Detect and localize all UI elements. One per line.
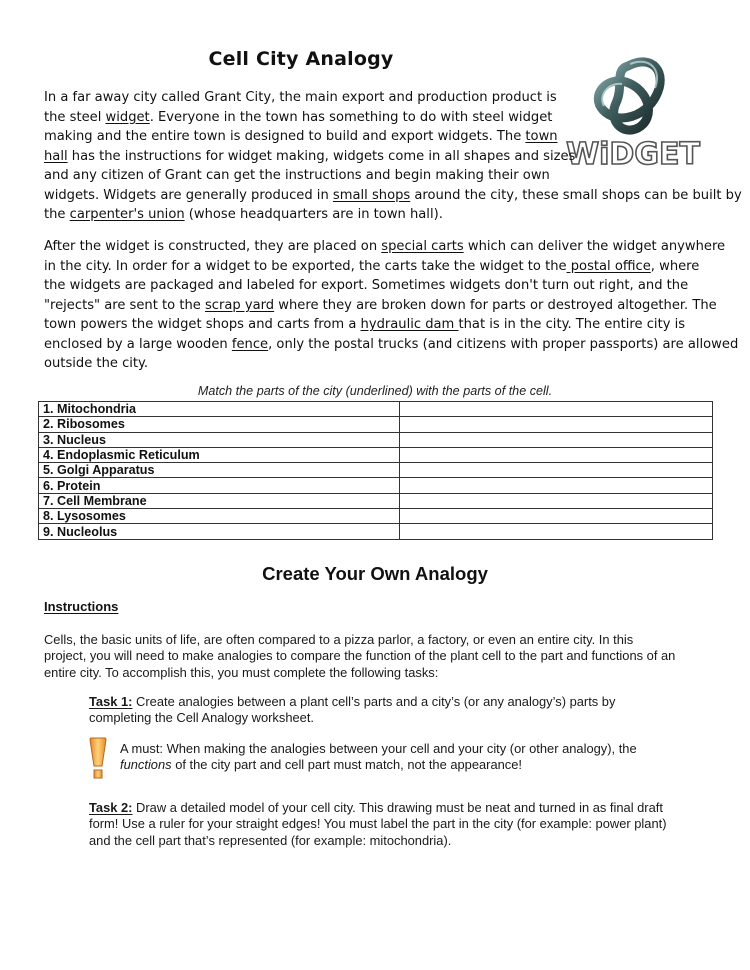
story-line <box>44 237 726 257</box>
story-paragraph-1 <box>44 88 742 225</box>
intro-line: entire city. To accomplish this, you must complete the following tasks: <box>44 664 439 680</box>
story-line <box>44 88 714 108</box>
svg-text:WiDGET: WiDGET <box>566 137 700 172</box>
task-1-text: Create analogies between a plant cell’s parts and a city’s (or any analogy’s) parts by <box>132 694 616 709</box>
matching-caption: Match the parts of the city (underlined) with the parts of the cell. <box>197 384 553 398</box>
story-line <box>44 276 714 296</box>
functions-emphasis: functions <box>120 757 172 773</box>
must-note <box>120 741 740 774</box>
must-note-line-1: A must: When making the analogies between your cell and your city (or other analogy), the <box>120 741 637 756</box>
task-2-label: Task 2: <box>89 800 133 815</box>
table-row <box>39 432 713 447</box>
story-line <box>44 108 714 128</box>
cell-part-label: 9. Nucleolus <box>39 524 400 539</box>
story-line <box>44 147 714 167</box>
story-line <box>44 166 714 186</box>
cell-part-label: 2. Ribosomes <box>39 417 400 432</box>
exclamation-warning-icon <box>88 736 108 782</box>
intro-line: Cells, the basic units of life, are often compared to a pizza parlor, a factory, or even an entire city. In this <box>44 632 634 647</box>
story-paragraph-2 <box>44 237 739 374</box>
underlined-city-part: hall <box>44 148 68 164</box>
story-text: making and the entire town is designed to build and export widgets. The <box>44 129 526 144</box>
story-text: (whose headquarters are in town hall). <box>184 207 443 222</box>
underlined-city-part: fence <box>231 336 269 352</box>
page-title: Cell City Analogy <box>208 48 394 70</box>
table-row <box>39 417 713 432</box>
story-text: enclosed by a large wooden <box>44 336 232 352</box>
story-line <box>44 354 714 374</box>
table-row <box>39 463 713 478</box>
story-text: widgets. Widgets are generally produced in <box>44 187 333 203</box>
underlined-city-part: carpenter's union <box>69 207 185 222</box>
story-line <box>44 315 714 335</box>
city-part-answer-field[interactable] <box>400 493 713 508</box>
task-1 <box>89 694 739 727</box>
story-text: outside the city. <box>44 356 149 371</box>
story-text: has the instructions for widget making, widgets come in all shapes and sizes <box>67 148 576 164</box>
story-line <box>44 296 717 316</box>
story-text: in the city. In order for a widget to be exported, the carts take the widget to the <box>44 258 567 274</box>
underlined-city-part: widget <box>105 109 150 125</box>
cell-part-label: 6. Protein <box>39 478 400 493</box>
story-line <box>44 335 739 355</box>
story-line <box>44 127 714 147</box>
story-text: , where <box>650 258 700 274</box>
story-text: town powers the widget shops and carts from a <box>44 317 361 332</box>
story-text: the widgets are packaged and labeled for export. Sometimes widgets don't turn out right, and the <box>44 278 689 293</box>
cell-part-label: 3. Nucleus <box>39 432 400 447</box>
table-row <box>39 447 713 462</box>
city-part-answer-field[interactable] <box>400 478 713 493</box>
city-part-answer-field[interactable] <box>400 402 713 417</box>
story-text: where they are broken down for parts or destroyed altogether. The <box>274 297 717 313</box>
table-row <box>39 509 713 524</box>
city-part-answer-field[interactable] <box>400 447 713 462</box>
cell-part-label: 1. Mitochondria <box>39 402 400 417</box>
cell-part-label: 7. Cell Membrane <box>39 493 400 508</box>
story-text: which can deliver the widget anywhere <box>463 239 726 254</box>
task-1-label: Task 1: <box>89 694 133 709</box>
story-text: In a far away city called Grant City, the main export and production product is <box>44 90 557 105</box>
story-line <box>44 186 742 206</box>
story-text: . Everyone in the town has something to do with steel widget <box>149 109 553 125</box>
task-2 <box>89 800 739 849</box>
cell-part-label: 4. Endoplasmic Reticulum <box>39 447 400 462</box>
story-text: around the city, these small shops can be built by <box>410 187 742 203</box>
intro-paragraph <box>44 632 734 681</box>
underlined-city-part: scrap yard <box>204 297 275 313</box>
task-2-text: and the cell part that’s represented (for example: mitochondria). <box>89 832 452 848</box>
task-2-text: form! Use a ruler for your straight edges! You must label the part in the city (for example: power plant) <box>89 816 667 832</box>
story-text: the <box>44 207 70 222</box>
story-text: that is in the city. The entire city is <box>458 317 686 332</box>
section-heading: Create Your Own Analogy <box>262 563 488 584</box>
story-text: , only the postal trucks (and citizens with proper passports) are allowed <box>268 336 739 352</box>
underlined-city-part: small shops <box>332 187 411 203</box>
table-row <box>39 493 713 508</box>
underlined-city-part: postal office <box>566 258 651 274</box>
underlined-city-part: town <box>525 129 558 144</box>
matching-table <box>38 401 713 540</box>
city-part-answer-field[interactable] <box>400 417 713 432</box>
city-part-answer-field[interactable] <box>400 509 713 524</box>
city-part-answer-field[interactable] <box>400 463 713 478</box>
table-row <box>39 478 713 493</box>
table-row <box>39 402 713 417</box>
cell-part-label: 8. Lysosomes <box>39 509 400 524</box>
instructions-label: Instructions <box>44 599 119 614</box>
city-part-answer-field[interactable] <box>400 432 713 447</box>
story-line <box>44 257 714 277</box>
story-line <box>44 205 714 225</box>
story-text: the steel <box>44 109 106 125</box>
table-row <box>39 524 713 539</box>
must-note-line-2: of the city part and cell part must match, not the appearance! <box>171 757 522 773</box>
intro-line: project, you will need to make analogies to compare the function of the plant cell to the part and functions of an <box>44 648 676 664</box>
city-part-answer-field[interactable] <box>400 524 713 539</box>
task-2-text: Draw a detailed model of your cell city. This drawing must be neat and turned in as final draft <box>132 800 663 815</box>
underlined-city-part: hydraulic dam <box>360 317 459 332</box>
task-1-text: completing the Cell Analogy worksheet. <box>89 710 314 726</box>
underlined-city-part: special carts <box>381 239 464 254</box>
cell-part-label: 5. Golgi Apparatus <box>39 463 400 478</box>
story-text: "rejects" are sent to the <box>44 297 205 313</box>
story-text: and any citizen of Grant can get the instructions and begin making their own <box>44 168 550 183</box>
story-text: After the widget is constructed, they are placed on <box>44 239 382 254</box>
